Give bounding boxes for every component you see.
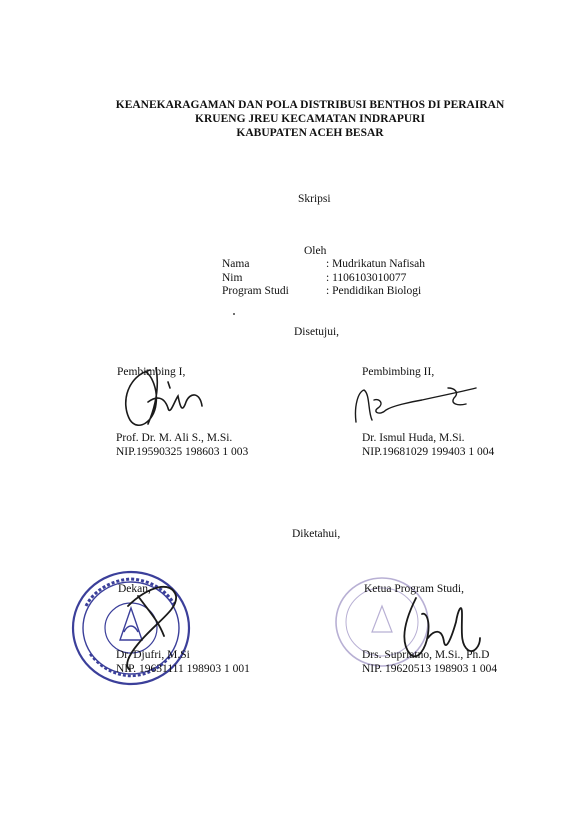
dean-role: Dekan, (118, 583, 151, 595)
identity-label: Nim (222, 271, 243, 284)
advisor1-nip: NIP.19590325 198603 1 003 (116, 446, 249, 458)
document-type: Skripsi (298, 193, 331, 205)
title-line-3: KABUPATEN ACEH BESAR (236, 127, 384, 139)
advisor2-name: Dr. Ismul Huda, M.Si. (362, 432, 465, 444)
program-head-name: Drs. Supriatno, M.Si., Ph.D (362, 649, 490, 661)
identity-row-name (222, 258, 425, 272)
dean-name: Dr. Djufri, M.Si (116, 649, 190, 661)
acknowledged-label: Diketahui, (292, 528, 341, 540)
advisor1-role: Pembimbing I, (117, 366, 186, 378)
identity-value: : 1106103010077 (326, 271, 407, 284)
dean-nip: NIP. 19631111 198903 1 001 (116, 663, 250, 675)
program-head-role: Ketua Program Studi, (364, 583, 464, 595)
advisor2-role: Pembimbing II, (362, 366, 435, 378)
identity-label: Program Studi (222, 285, 289, 297)
by-label: Oleh (304, 245, 327, 257)
advisor2-nip: NIP.19681029 199403 1 004 (362, 446, 495, 458)
identity-value: : Mudrikatun Nafisah (326, 258, 426, 270)
title-line-2: KRUENG JREU KECAMATAN INDRAPURI (195, 113, 425, 125)
title-line-1: KEANEKARAGAMAN DAN POLA DISTRIBUSI BENTHOS DI PERAIRAN (115, 99, 505, 111)
program-head-nip: NIP. 19620513 198903 1 004 (362, 663, 498, 675)
approved-label: Disetujui, (294, 326, 340, 338)
identity-label: Nama (222, 258, 250, 270)
identity-value: : Pendidikan Biologi (326, 285, 422, 297)
advisor2-signature (350, 382, 490, 432)
identity-block (222, 258, 425, 299)
identity-row-nim (222, 272, 425, 286)
stray-dot (233, 313, 235, 315)
thesis-title (100, 98, 520, 140)
advisor1-name: Prof. Dr. M. Ali S., M.Si. (116, 432, 233, 444)
identity-row-program (222, 285, 425, 299)
